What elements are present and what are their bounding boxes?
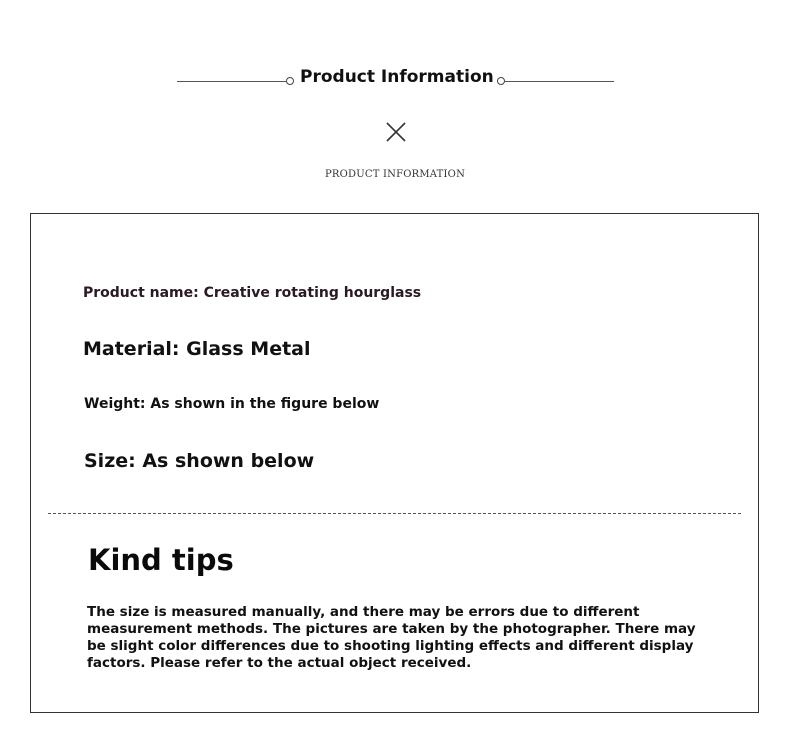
header-rule-right bbox=[505, 81, 614, 82]
section-header bbox=[0, 64, 790, 94]
header-ring-right bbox=[497, 77, 505, 85]
size-text: Size: As shown below bbox=[84, 450, 315, 472]
product-name-text: Product name: Creative rotating hourglass bbox=[83, 285, 422, 301]
header-rule-left bbox=[177, 81, 286, 82]
weight-text: Weight: As shown in the figure below bbox=[84, 396, 380, 412]
header-ring-left bbox=[286, 77, 294, 85]
dashed-divider bbox=[48, 513, 741, 514]
page-subtitle: PRODUCT INFORMATION bbox=[324, 169, 466, 180]
cross-icon bbox=[384, 120, 408, 144]
product-info-box bbox=[30, 213, 759, 713]
material-text: Material: Glass Metal bbox=[83, 338, 311, 360]
page-title: Product Information bbox=[300, 67, 494, 87]
tips-heading: Kind tips bbox=[88, 543, 234, 577]
tips-body: The size is measured manually, and there may be errors due to different measurement methods. The pictures are taken by the photographer. There may be slight color differences due to shooting lighting effects and different display factors. Please refer to the actual object received. bbox=[87, 604, 696, 671]
